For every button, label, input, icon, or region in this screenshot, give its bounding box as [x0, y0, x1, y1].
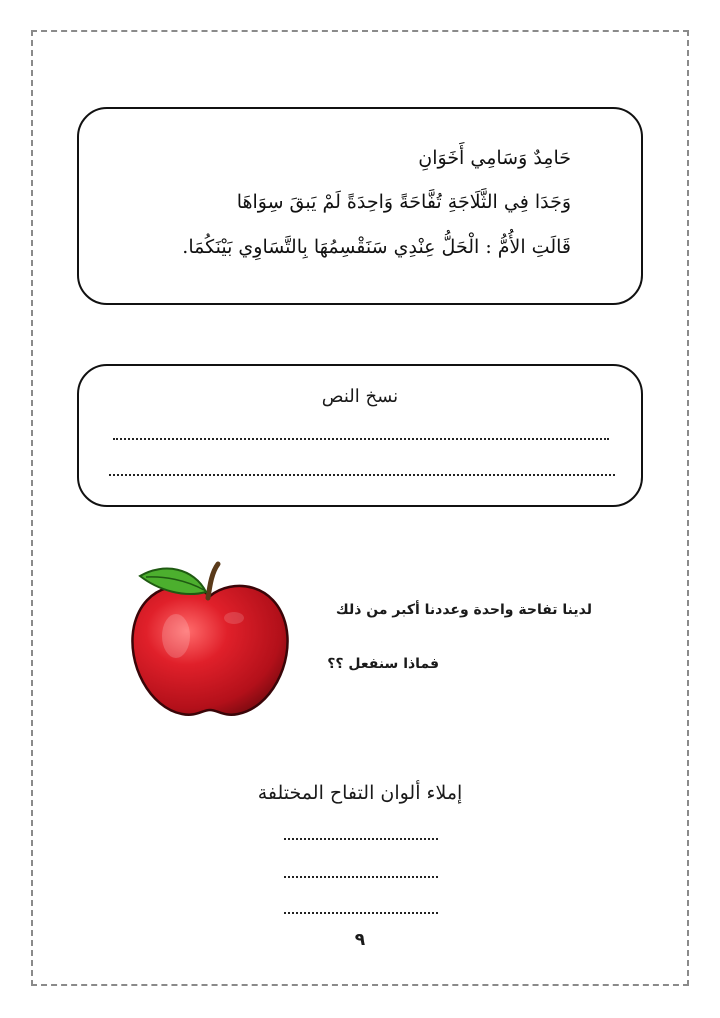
story-line-1: حَامِدٌ وَسَامِي أَخَوَانِ: [418, 147, 571, 169]
colors-dictation-title: إملاء ألوان التفاح المختلفة: [257, 782, 463, 804]
writing-line-1[interactable]: [113, 438, 609, 440]
page-number: ٩: [354, 930, 366, 950]
story-line-2: وَجَدَا فِي الثَّلَاجَةِ تُفَّاحَةً وَاحِدَةً لَمْ يَبقَ سِوَاهَا: [236, 191, 571, 213]
story-box: [77, 107, 643, 305]
writing-line-2[interactable]: [109, 474, 615, 476]
copy-text-title: نسخ النص: [321, 386, 399, 407]
answer-line-1[interactable]: [284, 838, 438, 840]
question-line-1: لدينا تفاحة واحدة وعددنا أكبر من ذلك: [335, 602, 592, 618]
question-line-2: فماذا سنفعل ؟؟: [327, 656, 439, 672]
answer-line-3[interactable]: [284, 912, 438, 914]
story-line-3: قَالَتِ الأُمُّ : الْحَلُّ عِنْدِي سَنَقْسِمُهَا بِالتَّسَاوِي بَيْنَكُمَا.: [182, 236, 571, 258]
red-apple-icon: [124, 548, 296, 720]
copy-text-box: [77, 364, 643, 507]
answer-line-2[interactable]: [284, 876, 438, 878]
